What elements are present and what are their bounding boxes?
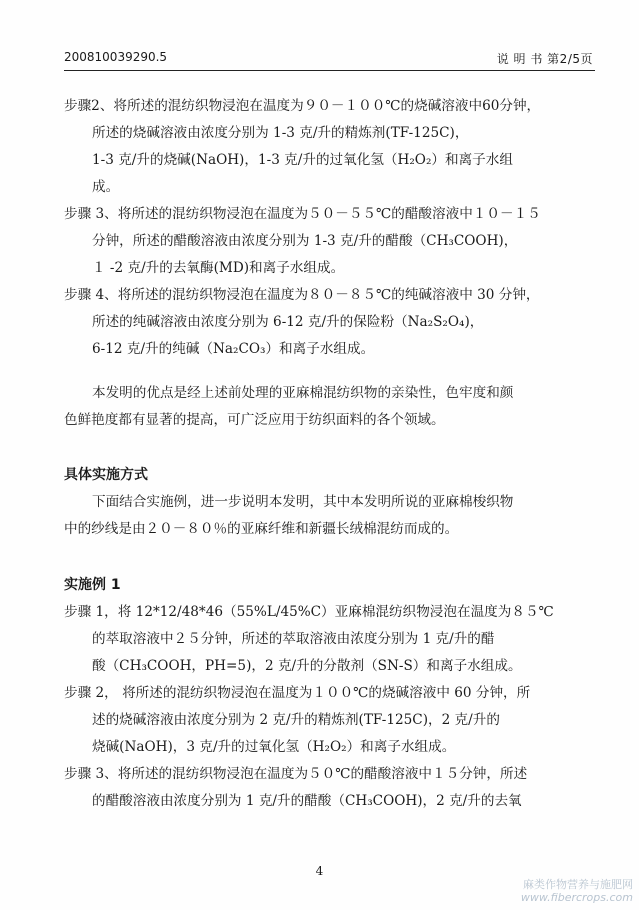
page-header — [64, 50, 593, 66]
text-line: 的醋酸溶液由浓度分别为 1 克/升的醋酸（CH₃COOH)，2 克/升的去氧 — [92, 793, 522, 809]
text-line: 的萃取溶液中２５分钟，所述的萃取溶液由浓度分别为 1 克/升的醋 — [92, 631, 495, 647]
document-type-label: 说 明 书 第2/5页 — [496, 52, 593, 66]
header-rule — [64, 70, 595, 71]
text-line: 步骤 3、将所述的混纺织物浸泡在温度为５０℃的醋酸溶液中１５分钟，所述 — [64, 766, 528, 782]
watermark-site-name: 麻类作物营养与施肥网 — [523, 878, 633, 891]
watermark-url: www.fibercrops.com — [520, 891, 633, 904]
text-line: 6-12 克/升的纯碱（Na₂CO₃）和离子水组成。 — [92, 341, 375, 357]
text-line: 下面结合实施例，进一步说明本发明，其中本发明所说的亚麻棉梭织物 — [92, 494, 514, 510]
example-heading: 实施例 1 — [64, 577, 121, 593]
text-line: 烧碱(NaOH)，3 克/升的过氧化氢（H₂O₂）和离子水组成。 — [92, 739, 456, 755]
text-line: 中的纱线是由２０－８０％的亚麻纤维和新疆长绒棉混纺而成的。 — [64, 521, 459, 537]
text-line: 色鲜艳度都有显著的提高，可广泛应用于纺织面料的各个领域。 — [64, 412, 445, 428]
text-line: 步骤2、将所述的混纺织物浸泡在温度为９０－１００℃的烧碱溶液中60分钟， — [64, 98, 541, 114]
text-line: 酸（CH₃COOH，PH=5)，2 克/升的分散剂（SN-S）和离子水组成。 — [92, 658, 522, 674]
application-number: 200810039290.5 — [64, 50, 168, 64]
text-line: １ -2 克/升的去氧酶(MD)和离子水组成。 — [92, 260, 345, 276]
text-line: 成。 — [92, 179, 120, 195]
page-number: 4 — [315, 864, 324, 878]
text-line: 所述的烧碱溶液由浓度分别为 1-3 克/升的精炼剂(TF-125C)， — [92, 125, 469, 141]
text-line: 步骤 2， 将所述的混纺织物浸泡在温度为１００℃的烧碱溶液中 60 分钟，所 — [64, 685, 531, 701]
section-heading: 具体实施方式 — [64, 467, 148, 483]
text-line: 分钟，所述的醋酸溶液由浓度分别为 1-3 克/升的醋酸（CH₃COOH)， — [92, 233, 518, 249]
text-line: 本发明的优点是经上述前处理的亚麻棉混纺织物的亲染性，色牢度和颜 — [92, 385, 514, 401]
text-line: 步骤 3、将所述的混纺织物浸泡在温度为５０－５５℃的醋酸溶液中１０－１５ — [64, 206, 541, 222]
watermark — [521, 878, 633, 904]
text-line: 1-3 克/升的烧碱(NaOH)，1-3 克/升的过氧化氢（H₂O₂）和离子水组 — [92, 152, 513, 168]
text-line: 所述的纯碱溶液由浓度分别为 6-12 克/升的保险粉（Na₂S₂O₄)， — [92, 314, 484, 330]
text-line: 步骤 1，将 12*12/48*46（55%L/45%C）亚麻棉混纺织物浸泡在温度为８５℃ — [64, 604, 554, 620]
text-line: 步骤 4、将所述的混纺织物浸泡在温度为８０－８５℃的纯碱溶液中 30 分钟， — [64, 287, 540, 303]
text-line: 述的烧碱溶液由浓度分别为 2 克/升的精炼剂(TF-125C)，2 克/升的 — [92, 712, 500, 728]
